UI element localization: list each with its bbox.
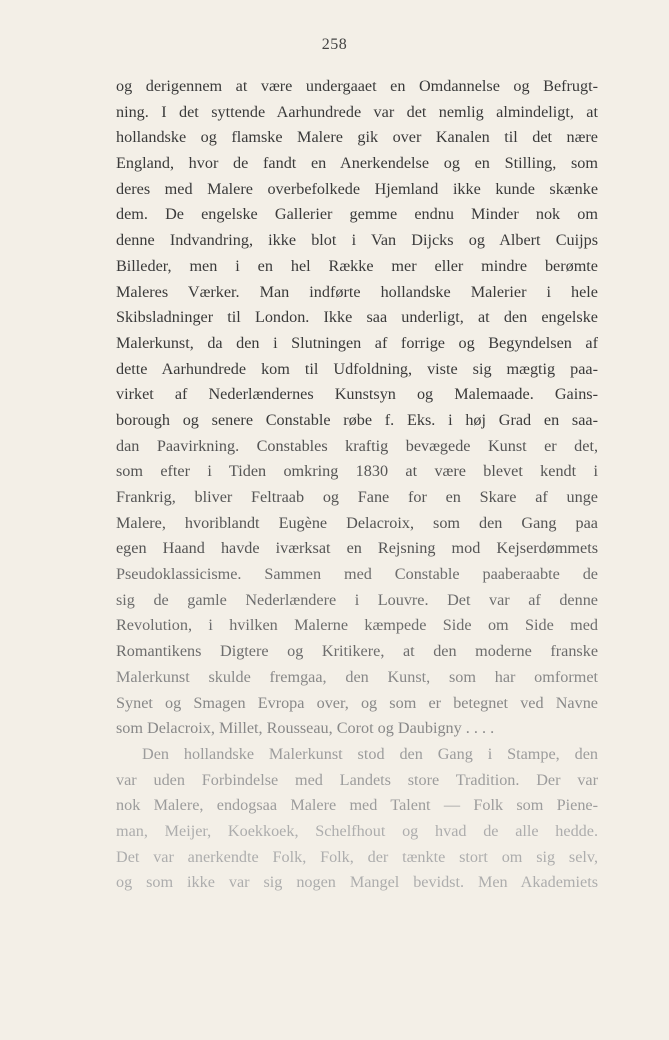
text-line: Malerkunst skulde fremgaa, den Kunst, som har omformet	[116, 667, 598, 686]
page-number: 258	[321, 36, 348, 53]
text-line: og derigennem at være undergaaet en Omdannelse og Befrugt-	[116, 77, 598, 95]
text-line: sig de gamle Nederlændere i Louvre. Det var af denne	[116, 590, 598, 609]
text-line: Maleres Værker. Man indførte hollandske Malerier i hele	[116, 282, 598, 301]
text-line: Romantikens Digtere og Kritikere, at den moderne franske	[116, 642, 598, 661]
text-line: Synet og Smagen Evropa over, og som er betegnet ved Navne	[116, 693, 598, 712]
text-line: Malerkunst, da den i Slutningen af forrige og Begyndelsen af	[116, 333, 598, 352]
text-line: England, hvor de fandt en Anerkendelse og en Stilling, som	[116, 154, 598, 173]
text-line: nok Malere, endogsaa Malere med Talent — Folk som Piene-	[116, 796, 598, 815]
text-line: ning. I det syttende Aarhundrede var det nemlig almindeligt, at	[116, 102, 598, 121]
text-line: som efter i Tiden omkring 1830 at være blevet kendt i	[116, 462, 598, 481]
text-line: Revolution, i hvilken Malerne kæmpede Side om Side med	[116, 616, 598, 635]
text-line: Den hollandske Malerkunst stod den Gang i Stampe, den	[142, 744, 598, 763]
text-line: borough og senere Constable røbe f. Eks. i høj Grad en saa-	[116, 410, 598, 429]
text-line: egen Haand havde iværksat en Rejsning mod Kejserdømmets	[116, 539, 598, 558]
text-line: Skibsladninger til London. Ikke saa underligt, at den engelske	[116, 308, 598, 327]
body-text	[116, 74, 598, 896]
text-line: Pseudoklassicisme. Sammen med Constable paaberaabte de	[116, 565, 598, 584]
text-line: man, Meijer, Koekkoek, Schelfhout og hvad de alle hedde.	[116, 821, 598, 840]
text-line: denne Indvandring, ikke blot i Van Dijcks og Albert Cuijps	[116, 231, 598, 250]
text-line: dette Aarhundrede kom til Udfoldning, viste sig mægtig paa-	[116, 359, 598, 378]
text-line: som Delacroix, Millet, Rousseau, Corot og Daubigny . . . .	[116, 719, 495, 738]
text-line: deres med Malere overbefolkede Hjemland ikke kunde skænke	[116, 179, 598, 198]
text-line: Malere, hvoriblandt Eugène Delacroix, som den Gang paa	[116, 513, 598, 532]
text-line: dan Paavirkning. Constables kraftig bevægede Kunst er det,	[116, 436, 598, 455]
text-line: var uden Forbindelse med Landets store Tradition. Der var	[116, 770, 598, 789]
text-line: Frankrig, bliver Feltraab og Fane for en Skare af unge	[116, 488, 598, 506]
text-line: og som ikke var sig nogen Mangel bevidst. Men Akademiets	[116, 873, 598, 892]
text-line: Det var anerkendte Folk, Folk, der tænkte stort om sig selv,	[116, 847, 598, 866]
text-line: Billeder, men i en hel Række mer eller mindre berømte	[116, 256, 598, 275]
text-line: virket af Nederlændernes Kunstsyn og Malemaade. Gains-	[116, 385, 598, 404]
text-line: dem. De engelske Gallerier gemme endnu Minder nok om	[116, 205, 598, 224]
text-line: hollandske og flamske Malere gik over Kanalen til det nære	[116, 128, 598, 147]
